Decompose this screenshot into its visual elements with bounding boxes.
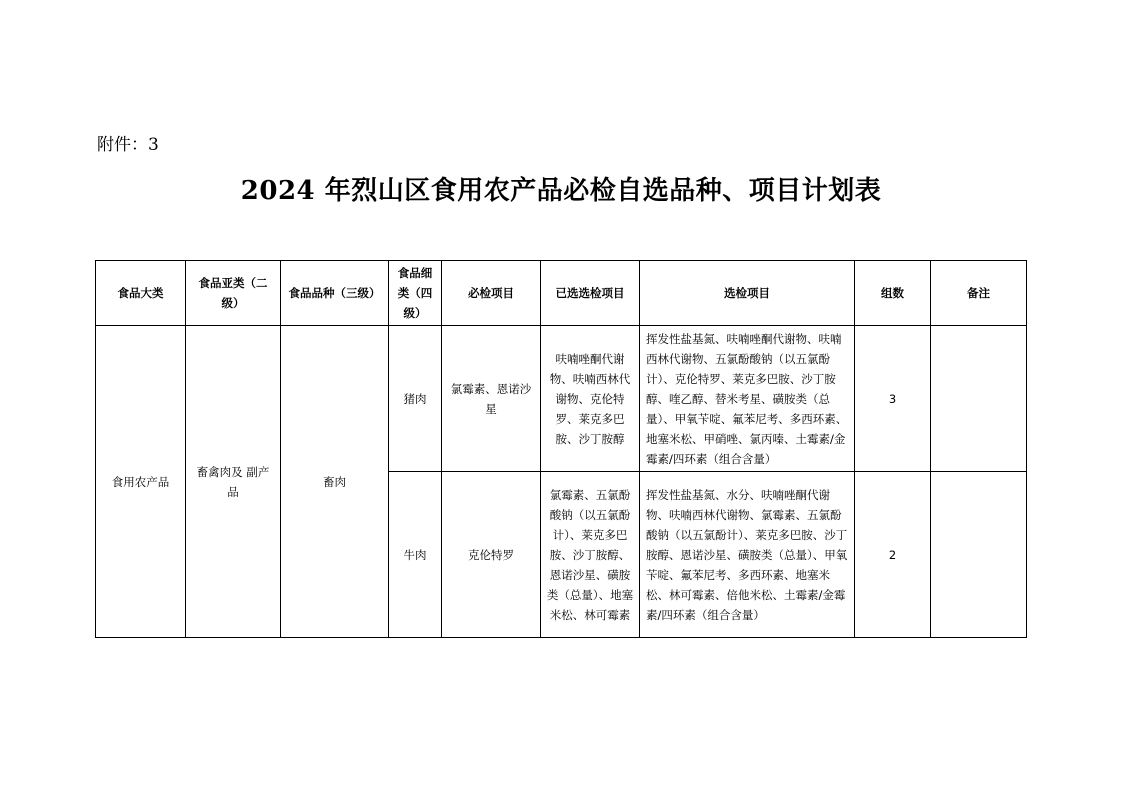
header-groups: 组数	[855, 261, 931, 326]
cell-remark	[931, 326, 1027, 472]
cell-optional: 挥发性盐基氮、呋喃唑酮代谢物、呋喃西林代谢物、五氯酚酸钠（以五氯酚计）、克伦特罗、莱克多巴胺、沙丁胺醇、喹乙醇、替米考星、磺胺类（总量）、甲氧苄啶、氟苯尼考、多西环素、地塞米松、甲硝唑、氯丙嗪、土霉素/金霉素/四环素（组合含量）	[640, 326, 855, 472]
header-category: 食品大类	[96, 261, 186, 326]
header-required: 必检项目	[442, 261, 541, 326]
header-subcategory: 食品亚类（二级）	[186, 261, 281, 326]
cell-remark	[931, 472, 1027, 638]
cell-subcategory: 畜禽肉及 副产品	[186, 326, 281, 638]
document-title: 2024 年烈山区食用农产品必检自选品种、项目计划表	[240, 176, 882, 206]
cell-variety: 畜肉	[281, 326, 389, 638]
cell-required: 氯霉素、恩诺沙星	[442, 326, 541, 472]
plan-table	[95, 260, 1027, 638]
header-selected: 已选选检项目	[541, 261, 640, 326]
cell-groups: 2	[855, 472, 931, 638]
cell-selected: 氯霉素、五氯酚酸钠（以五氯酚计）、莱克多巴胺、沙丁胺醇、恩诺沙星、磺胺类（总量）、地塞米松、林可霉素	[541, 472, 640, 638]
cell-subclass: 猪肉	[389, 326, 442, 472]
table-row	[96, 326, 1027, 472]
cell-selected: 呋喃唑酮代谢物、呋喃西林代谢物、克伦特罗、莱克多巴胺、沙丁胺醇	[541, 326, 640, 472]
cell-optional: 挥发性盐基氮、水分、呋喃唑酮代谢物、呋喃西林代谢物、氯霉素、五氯酚酸钠（以五氯酚计）、莱克多巴胺、沙丁胺醇、恩诺沙星、磺胺类（总量）、甲氧苄啶、氟苯尼考、多西环素、地塞米松、林可霉素、倍他米松、土霉素/金霉素/四环素（组合含量）	[640, 472, 855, 638]
cell-groups: 3	[855, 326, 931, 472]
cell-category: 食用农产品	[96, 326, 186, 638]
header-subclass: 食品细类（四级）	[389, 261, 442, 326]
cell-required: 克伦特罗	[442, 472, 541, 638]
table-header-row	[96, 261, 1027, 326]
annex-label: 附件：3	[97, 135, 159, 155]
header-remark: 备注	[931, 261, 1027, 326]
cell-subclass: 牛肉	[389, 472, 442, 638]
header-optional: 选检项目	[640, 261, 855, 326]
header-variety: 食品品种（三级）	[281, 261, 389, 326]
